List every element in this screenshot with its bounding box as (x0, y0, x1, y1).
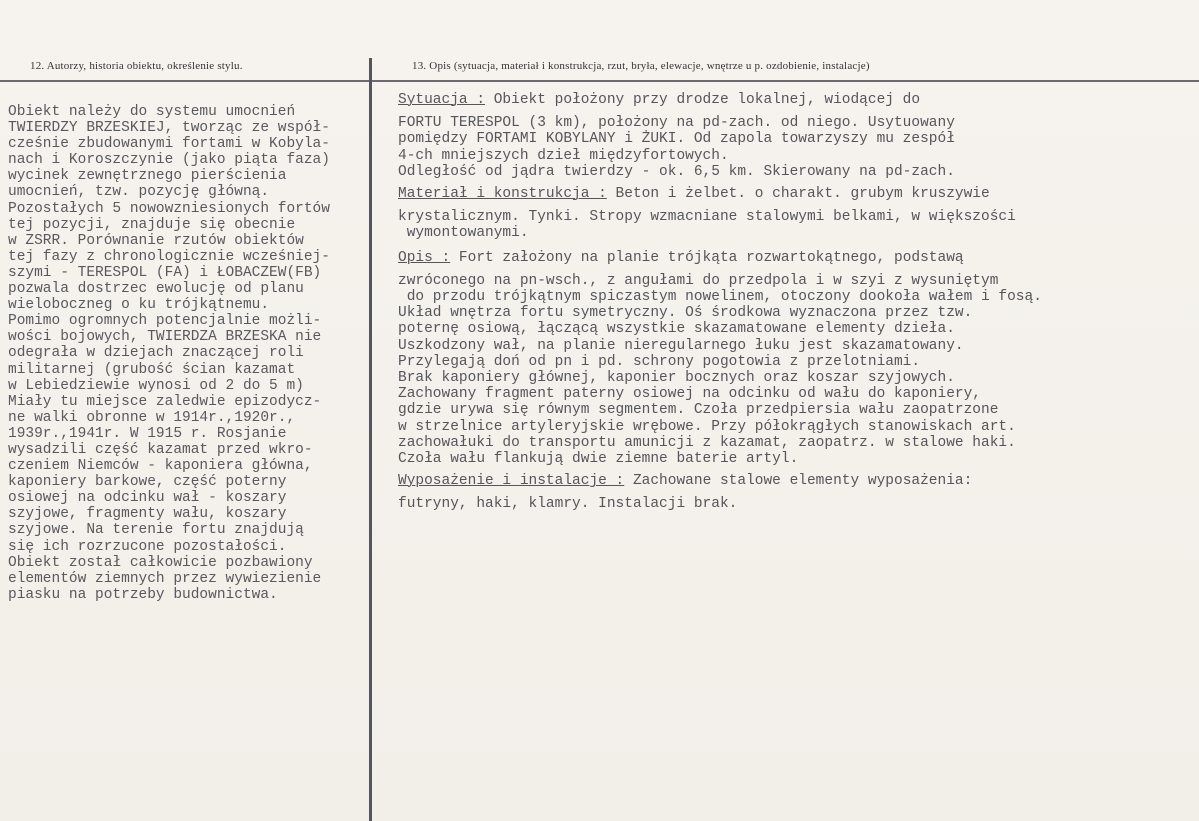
text-line: gdzie urywa się równym segmentem. Czoła przedpiersia wału zaopatrzone (398, 402, 999, 419)
left-column-heading: 12. Autorzy, historia obiektu, określenie stylu. (30, 60, 243, 72)
header-rule (0, 80, 1199, 82)
section-opis (398, 250, 1188, 468)
section-material (398, 186, 1188, 242)
text-line: Brak kaponiery głównej, kaponier bocznych oraz koszar szyjowych. (398, 370, 955, 387)
text-line: zwróconego na pn-wsch., z angułami do przedpola i w szyi z wysuniętym (398, 272, 999, 289)
text-line: zachowałuki do transportu amunicji z kazamat, zaopatrz. w stalowe haki. (398, 434, 1016, 451)
text-line: Zachowane stalowe elementy wyposażenia: (624, 473, 973, 490)
section-heading-wyposazenie: Wyposażenie i instalacje : (398, 473, 625, 490)
description-column (398, 92, 1188, 513)
text-line: Fort założony na planie trójkąta rozwartokątnego, podstawą (450, 249, 964, 266)
section-wyposazenie (398, 473, 1188, 512)
history-text: Obiekt należy do systemu umocnień TWIERDZY BRZESKIEJ, tworząc ze współ- cześnie zbudowanymi fortami w Kobyla- nach i Koroszczynie (jako piąta faza) wycinek zewnętrznego pierścienia umocnień, tzw. pozycję główną. Pozostałych 5 nowowzniesionych fortów tej pozycji, znajduje się obecnie w ZSRR. Porównanie rzutów obiektów tej fazy z chronologicznie wcześniej- szymi - TERESPOL (FA) i ŁOBACZEW(FB) pozwala dostrzec ewolucję od planu wieloboczneg o ku trójkątnemu. Pomimo ogromnych potencjalnie możli- wości bojowych, TWIERDZA BRZESKA nie odegrała w dziejach znaczącej roli militarnej (grubość ścian kazamat w Lebiedziewie wynosi od 2 do 5 m) Miały tu miejsce zaledwie epizodycz- ne walki obronne w 1914r.,1920r., 1939r.,1941r. W 1915 r. Rosjanie wysadzili część kazamat przed wkro- czeniem Niemców - kaponiera główna, kaponiery barkowe, część poterny osiowej na odcinku wał - koszary szyjowe, fragmenty wału, koszary szyjowe. Na terenie fortu znajdują się ich rozrzucone pozostałości. Obiekt został całkowicie pozbawiony elementów ziemnych przez wywiezienie piasku na potrzeby budownictwa. (8, 104, 330, 603)
text-line: futryny, haki, klamry. Instalacji brak. (398, 496, 738, 513)
text-line: Uszkodzony wał, na planie nieregularnego łuku jest skazamatowany. (398, 337, 964, 354)
text-line: pomiędzy FORTAMI KOBYLANY i ŻUKI. Od zapola towarzyszy mu zespół (398, 131, 955, 148)
text-line: poternę osiową, łączącą wszystkie skazamatowane elementy dzieła. (398, 321, 955, 338)
text-line: Odległość od jądra twierdzy - ok. 6,5 km. Skierowany na pd-zach. (398, 163, 955, 180)
text-line: do przodu trójkątnym spiczastym nowelinem, otoczony dookoła wałem i fosą. (398, 289, 1042, 306)
text-line: wymontowanymi. (398, 225, 529, 242)
text-line: krystalicznym. Tynki. Stropy wzmacniane stalowymi belkami, w większości (398, 209, 1016, 226)
section-heading-material: Materiał i konstrukcja : (398, 186, 607, 203)
section-heading-opis: Opis : (398, 249, 451, 266)
text-line: 4-ch mniejszych dzieł międzyfortowych. (398, 147, 729, 164)
text-line: w strzelnice artyleryjskie wrębowe. Przy półokrągłych stanowiskach art. (398, 418, 1016, 435)
text-line: Zachowany fragment paterny osiowej na odcinku od wału do kaponiery, (398, 386, 981, 403)
text-line: Przylegają doń od pn i pd. schrony pogotowia z przelotniami. (398, 353, 921, 370)
text-line: Czoła wału flankują dwie ziemne baterie artyl. (398, 451, 799, 468)
text-line: Obiekt położony przy drodze lokalnej, wiodącej do (485, 92, 921, 108)
right-column-heading: 13. Opis (sytuacja, materiał i konstrukcja, rzut, bryła, elewacje, wnętrze u p. ozdobienie, instalacje) (412, 60, 870, 72)
text-line: Układ wnętrza fortu symetryczny. Oś środkowa wyznaczona przez tzw. (398, 305, 973, 322)
text-line: FORTU TERESPOL (3 km), położony na pd-zach. od niego. Usytuowany (398, 115, 955, 132)
text-line: Beton i żelbet. o charakt. grubym kruszywie (606, 186, 990, 203)
section-heading-sytuacja: Sytuacja : (398, 92, 486, 108)
section-sytuacja (398, 92, 1188, 180)
